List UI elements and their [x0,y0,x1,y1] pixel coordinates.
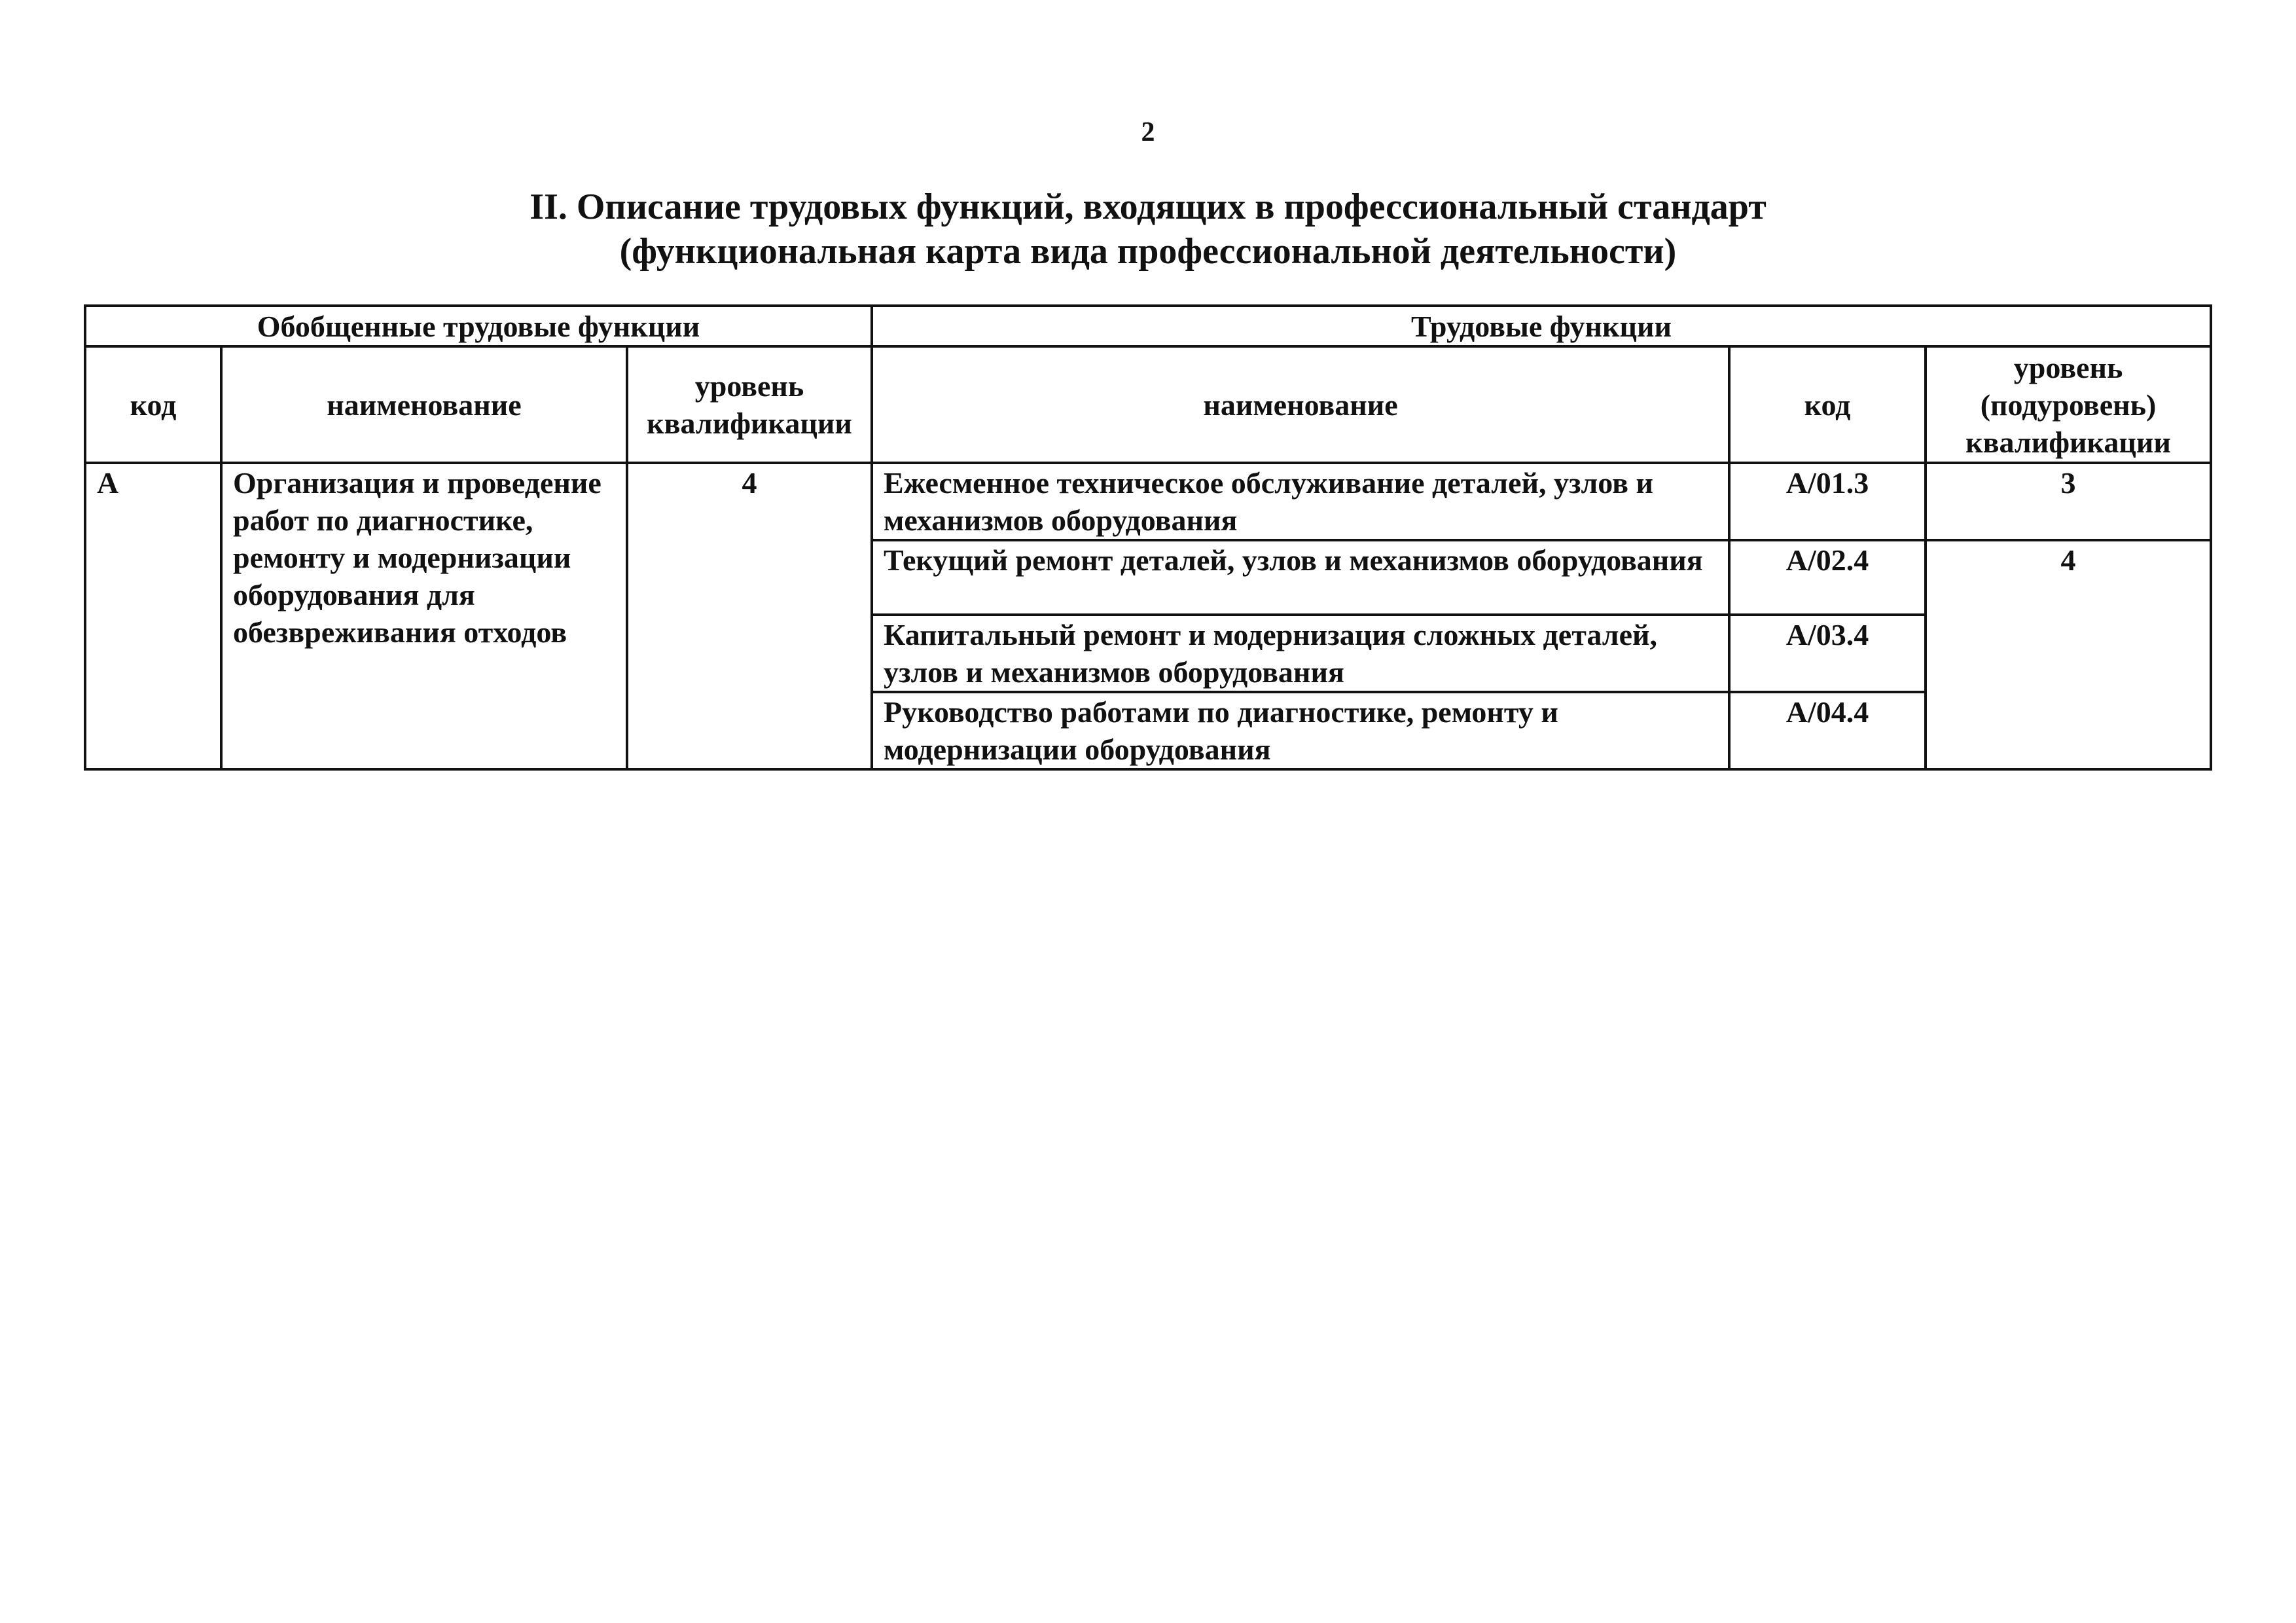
column-header-row [85,346,2211,463]
function-name: Текущий ремонт деталей, узлов и механизмов оборудования [872,540,1729,615]
function-name: Руководство работами по диагностике, ремонту и модернизации оборудования [872,692,1729,769]
group-header-row [85,306,2211,346]
function-level: 3 [1926,463,2211,540]
group-header-functions: Трудовые функции [872,306,2211,346]
function-code: А/02.4 [1729,540,1926,615]
col-header-gen-name: наименование [221,346,627,463]
function-level: 4 [1926,540,2211,769]
gen-function-name: Организация и проведение работ по диагностике, ремонту и модернизации оборудования для обезвреживания отходов [221,463,627,769]
function-code: А/04.4 [1729,692,1926,769]
col-header-fn-name: наименование [872,346,1729,463]
gen-function-code: А [85,463,221,769]
function-code: А/03.4 [1729,615,1926,692]
gen-function-level: 4 [627,463,872,769]
group-header-generalized: Обобщенные трудовые функции [85,306,872,346]
col-header-fn-code: код [1729,346,1926,463]
function-name: Ежесменное техническое обслуживание деталей, узлов и механизмов оборудования [872,463,1729,540]
function-code: А/01.3 [1729,463,1926,540]
col-header-gen-code: код [85,346,221,463]
section-title-line-2: (функциональная карта вида профессиональной деятельности) [619,231,1677,272]
col-header-fn-level: уровень (подуровень) квалификации [1926,346,2211,463]
functional-map-table [84,304,2212,771]
col-header-gen-level: уровень квалификации [627,346,872,463]
page-number: 2 [1141,117,1155,147]
section-title [0,185,2296,274]
table-row [85,463,2211,540]
section-title-line-1: II. Описание трудовых функций, входящих в профессиональный стандарт [529,187,1767,227]
function-name: Капитальный ремонт и модернизация сложных деталей, узлов и механизмов оборудования [872,615,1729,692]
